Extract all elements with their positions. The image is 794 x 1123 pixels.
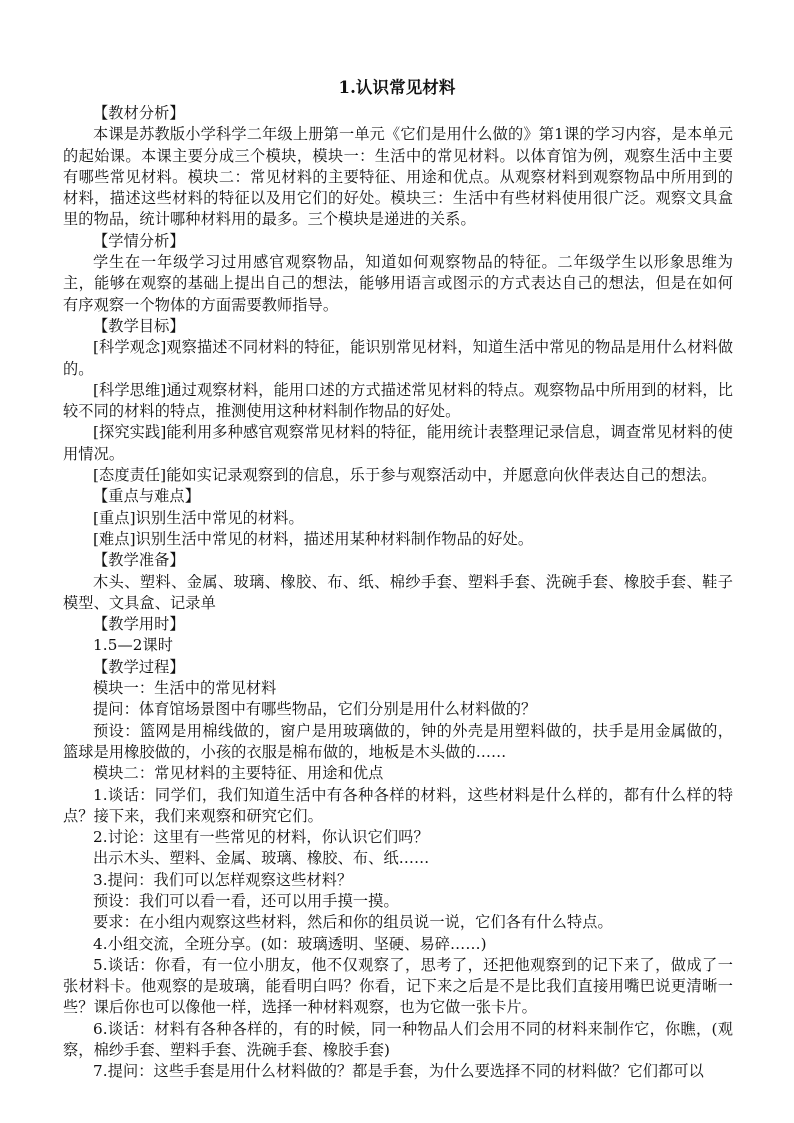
heading-key-difficult-points: 【重点与难点】 [93, 487, 201, 506]
module-one-question: 提问：体育馆场景图中有哪些物品，它们分别是用什么材料做的？ [93, 700, 537, 719]
module-two-title: 模块二：常见材料的主要特征、用途和优点 [93, 764, 384, 783]
document-title: 1.认识常见材料 [338, 78, 456, 97]
step-2-show-materials: 出示木头、塑料、金属、玻璃、橡胶、布、纸…… [93, 849, 430, 868]
heading-textbook-analysis: 【教材分析】 [93, 104, 185, 122]
step-3-requirement: 要求：在小组内观察这些材料，然后和你的组员说一说，它们各有什么特点。 [93, 913, 613, 932]
heading-student-analysis: 【学情分析】 [93, 231, 185, 250]
heading-teaching-time: 【教学用时】 [93, 615, 185, 634]
goal-science-concept: [科学观念]观察描述不同材料的特征，能识别常见材料，知道生活中常见的物品是用什么材料做的。 [63, 338, 733, 378]
document-body [63, 103, 733, 1083]
step-2-discussion: 2.讨论：这里有一些常见的材料，你认识它们吗？ [93, 828, 429, 847]
goal-inquiry-practice: [探究实践]能利用多种感官观察常见材料的特征，能用统计表整理记录信息，调查常见材料的使用情况。 [63, 423, 733, 463]
module-one-presumption: 预设：篮网是用棉线做的，窗户是用玻璃做的，钟的外壳是用塑料做的，扶手是用金属做的，篮球是用橡胶做的，小孩的衣服是棉布做的，地板是木头做的…… [63, 721, 733, 761]
key-point: [重点]识别生活中常见的材料。 [93, 508, 304, 527]
goal-attitude-responsibility: [态度责任]能如实记录观察到的信息，乐于参与观察活动中，并愿意向伙伴表达自己的想法。 [93, 466, 717, 485]
paragraph-textbook-analysis: 本课是苏教版小学科学二年级上册第一单元《它们是用什么做的》第1课的学习内容，是本单元的起始课。本课主要分成三个模块，模块一：生活中的常见材料。以体育馆为例，观察生活中主要有哪些常见材料。模块二：常见材料的主要特征、用途和优点。从观察材料到观察物品中所用到的材料，描述这些材料的特征以及用它们的好处。模块三：生活中有些材料使用很广泛。观察文具盒里的物品，统计哪种材料用的最多。三个模块是递进的关系。 [63, 125, 733, 229]
difficult-point: [难点]识别生活中常见的材料，描述用某种材料制作物品的好处。 [93, 529, 534, 548]
module-one-title: 模块一：生活中的常见材料 [93, 679, 277, 698]
step-3-question: 3.提问：我们可以怎样观察这些材料？ [93, 870, 353, 889]
goal-science-thinking: [科学思维]通过观察材料，能用口述的方式描述常见材料的特点。观察物品中所用到的材料，比较不同的材料的特点，推测使用这种材料制作物品的好处。 [63, 380, 733, 421]
heading-teaching-goals: 【教学目标】 [93, 316, 185, 335]
paragraph-teaching-materials: 木头、塑料、金属、玻璃、橡胶、布、纸、棉纱手套、塑料手套、洗碗手套、橡胶手套、鞋子模型、文具盒、记录单 [63, 572, 733, 612]
step-3-presumption: 预设：我们可以看一看，还可以用手摸一摸。 [93, 891, 399, 910]
step-4-share: 4.小组交流，全班分享。(如：玻璃透明、坚硬、易碎……) [93, 934, 487, 953]
heading-teaching-preparation: 【教学准备】 [93, 551, 185, 570]
teaching-time-value: 1.5—2课时 [93, 636, 174, 655]
paragraph-student-analysis: 学生在一年级学习过用感官观察物品，知道如何观察物品的特征。二年级学生以形象思维为主，能够在观察的基础上提出自己的想法，能够用语言或图示的方式表达自己的想法，但是在如何有序观察一个物体的方面需要教师指导。 [63, 253, 733, 314]
step-1-talk: 1.谈话：同学们，我们知道生活中有各种各样的材料，这些材料是什么样的，都有什么样的特点？接下来，我们来观察和研究它们。 [63, 785, 733, 825]
step-7-question: 7.提问：这些手套是用什么材料做的？都是手套，为什么要选择不同的材料做？它们都可以 [93, 1062, 704, 1081]
step-6-talk: 6.谈话：材料有各种各样的，有的时候，同一种物品人们会用不同的材料来制作它，你瞧，(观察，棉纱手套、塑料手套、洗碗手套、橡胶手套) [63, 1019, 733, 1060]
heading-teaching-process: 【教学过程】 [93, 657, 185, 676]
step-5-talk: 5.谈话：你看，有一位小朋友，他不仅观察了，思考了，还把他观察到的记下来了，做成了一张材料卡。他观察的是玻璃，能看明白吗？你看，记下来之后是不是比我们直接用嘴巴说更清晰一些？课后你也可以像他一样，选择一种材料观察，也为它做一张卡片。 [63, 955, 733, 1017]
